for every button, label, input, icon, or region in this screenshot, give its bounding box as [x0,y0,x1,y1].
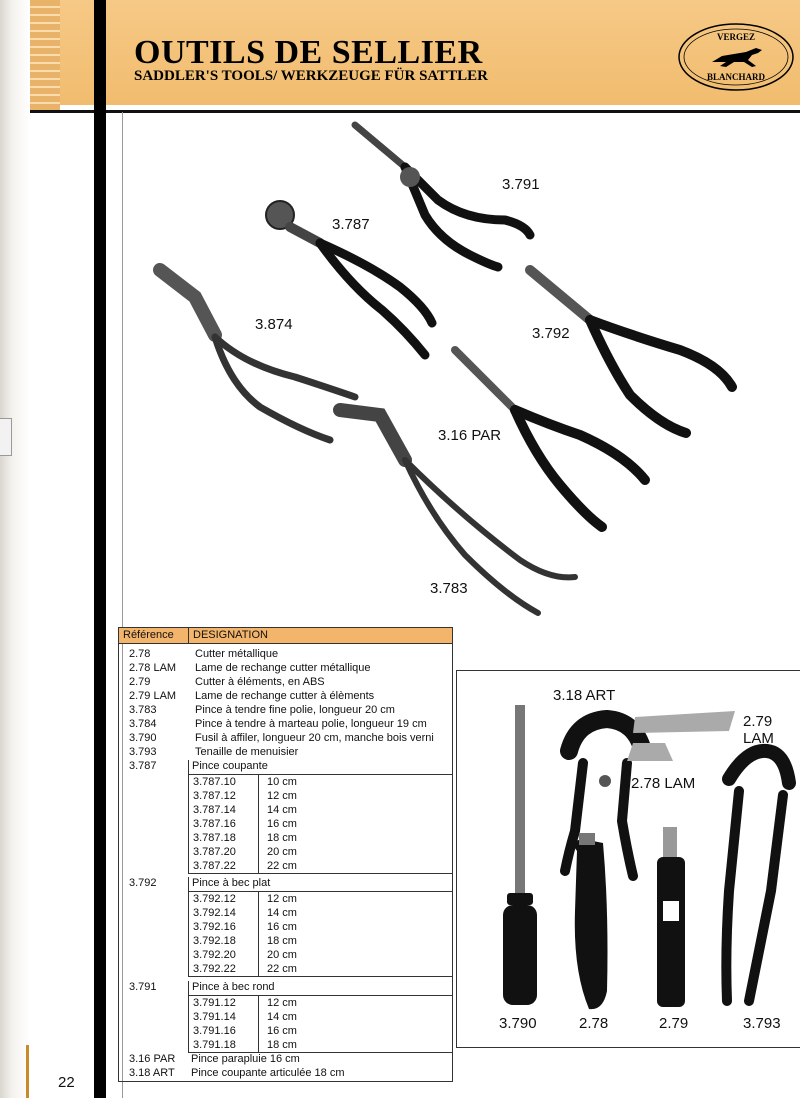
size-value: 14 cm [267,1011,297,1023]
size-code: 3.792.20 [193,949,236,961]
size-code: 3.792.12 [193,893,236,905]
table-row [119,1067,452,1081]
row-code: 2.78 LAM [129,662,177,674]
size-row [189,935,452,949]
size-value: 10 cm [267,776,297,788]
size-row [189,1011,452,1025]
reference-table [118,627,453,1082]
table-row [119,746,452,760]
table-row [119,732,452,746]
row-desc: Tenaille de menuisier [195,746,299,758]
table-row [119,648,452,662]
row-desc: Fusil à affiler, longueur 20 cm, manche bois verni [195,732,434,744]
size-subtable [188,774,452,874]
row-code: 2.78 [129,648,151,660]
pliers-illustration [120,115,800,625]
row-code: 2.79 LAM [129,690,177,702]
header-rule [30,110,800,113]
photo-label-3793: 3.793 [743,1015,781,1032]
callout-316par: 3.16 PAR [438,427,502,444]
pliers-3874-image [160,270,355,440]
row-desc: Lame de rechange cutter à élèments [195,690,375,702]
group-label [188,877,452,891]
photo-label-278: 2.78 [579,1015,609,1032]
size-value: 18 cm [267,1039,297,1051]
size-row [189,949,452,963]
size-row [189,776,452,790]
size-value: 16 cm [267,1025,297,1037]
row-code: 3.16 PAR [129,1053,176,1065]
sharpening-steel-image [503,705,537,1005]
photo-label-318art: 3.18 ART [553,687,616,704]
pliers-3791-image [355,125,530,267]
callout-3783: 3.783 [430,580,468,597]
row-code: 3.793 [129,746,157,758]
size-row [189,832,452,846]
row-desc: Pince coupante articulée 18 cm [191,1067,345,1079]
size-value: 14 cm [267,907,297,919]
row-code: 3.784 [129,718,157,730]
table-row [119,690,452,704]
size-code: 3.792.22 [193,963,236,975]
group-label-text: Pince à bec rond [192,981,275,993]
table-row [119,1053,452,1067]
size-code: 3.791.14 [193,1011,236,1023]
group-label-text: Pince coupante [192,760,268,772]
size-value: 20 cm [267,846,297,858]
page-edge-tab [0,418,12,456]
row-desc: Cutter métallique [195,648,279,660]
size-value: 14 cm [267,804,297,816]
row-desc: Pince parapluie 16 cm [191,1053,300,1065]
page-subtitle: SADDLER'S TOOLS/ WERKZEUGE FÜR SATTLER [134,68,488,84]
size-row [189,860,452,874]
size-subtable [188,891,452,977]
vertical-black-bar [94,0,106,1098]
callout-3791: 3.791 [502,176,540,193]
size-subtable [188,995,452,1053]
size-code: 3.787.22 [193,860,236,872]
row-desc: Pince à tendre à marteau polie, longueur 19 cm [195,718,427,730]
row-desc: Pince à tendre fine polie, longueur 20 cm [195,704,395,716]
photo-label-278lam: 2.78 LAM [631,775,696,792]
header-designation: DESIGNATION [193,629,268,641]
size-row [189,790,452,804]
size-code: 3.792.16 [193,921,236,933]
carpenter-pincers-image [726,751,789,1001]
group-label [188,981,452,995]
size-row [189,921,452,935]
page-edge-stripe [26,1045,29,1098]
size-row [189,963,452,977]
size-row [189,907,452,921]
size-row [189,804,452,818]
size-value: 16 cm [267,818,297,830]
size-code: 3.787.12 [193,790,236,802]
page-left-margin [0,0,30,1098]
table-row [119,718,452,732]
row-code: 3.783 [129,704,157,716]
group-code: 3.791 [129,981,157,993]
size-code: 3.787.14 [193,804,236,816]
size-row [189,893,452,907]
row-code: 3.790 [129,732,157,744]
logo-top-text: VERGEZ [716,32,756,42]
page-number: 22 [58,1074,75,1091]
size-value: 12 cm [267,790,297,802]
size-row [189,1039,452,1053]
size-row [189,997,452,1011]
table-row [119,662,452,676]
row-code: 3.18 ART [129,1067,175,1079]
metal-cutter-image [574,833,607,1009]
size-value: 20 cm [267,949,297,961]
group-code: 3.792 [129,877,157,889]
size-code: 3.792.14 [193,907,236,919]
articulated-cutter-image [565,719,643,876]
header-divider [188,628,189,644]
table-header [119,628,452,644]
size-code: 3.791.12 [193,997,236,1009]
size-code: 3.787.18 [193,832,236,844]
logo-bottom-text: BLANCHARD [706,72,766,82]
group-code: 3.787 [129,760,157,772]
snap-off-cutter-image [657,827,685,1007]
size-value: 22 cm [267,963,297,975]
header-stripes [30,0,60,112]
header-reference: Référence [123,629,174,641]
row-desc: Lame de rechange cutter métallique [195,662,371,674]
tools-photo-box [456,670,800,1048]
size-row [189,1025,452,1039]
table-row [119,704,452,718]
page-title: OUTILS DE SELLIER [134,34,483,71]
pliers-3792-image [530,270,732,433]
row-desc: Cutter à éléments, en ABS [195,676,325,688]
size-code: 3.787.20 [193,846,236,858]
size-code: 3.792.18 [193,935,236,947]
size-row [189,818,452,832]
table-row [119,676,452,690]
group-label [188,760,452,774]
size-code: 3.787.16 [193,818,236,830]
size-value: 16 cm [267,921,297,933]
size-value: 18 cm [267,832,297,844]
size-value: 12 cm [267,893,297,905]
size-code: 3.791.18 [193,1039,236,1051]
size-row [189,846,452,860]
size-code: 3.791.16 [193,1025,236,1037]
vergez-blanchard-logo [676,20,796,94]
size-code: 3.787.10 [193,776,236,788]
callout-3874: 3.874 [255,316,293,333]
photo-label-3790: 3.790 [499,1015,537,1032]
photo-label-279: 2.79 [659,1015,689,1032]
group-label-text: Pince à bec plat [192,877,271,889]
callout-3787: 3.787 [332,216,370,233]
size-value: 22 cm [267,860,297,872]
row-code: 2.79 [129,676,151,688]
size-value: 18 cm [267,935,297,947]
photo-label-279lam: 2.79 LAM [743,713,774,747]
callout-3792: 3.792 [532,325,570,342]
size-value: 12 cm [267,997,297,1009]
running-dog-icon [712,48,762,67]
